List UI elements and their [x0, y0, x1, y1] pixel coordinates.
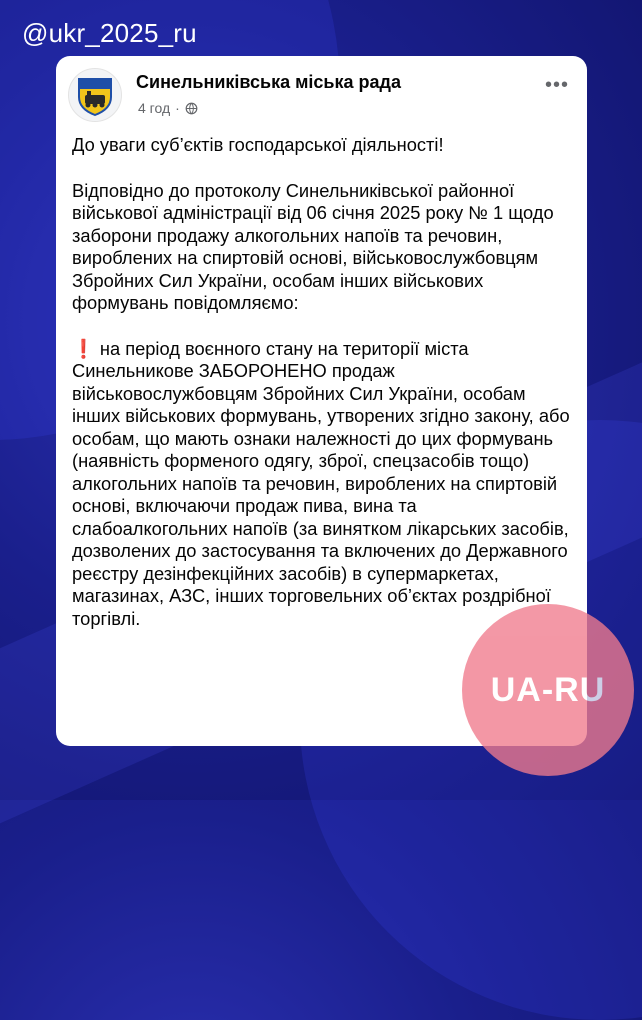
meta-separator: · [175, 100, 180, 116]
exclamation-icon: ❗ [72, 337, 95, 359]
post-body [72, 134, 572, 653]
coat-of-arms-icon [73, 73, 117, 117]
post-paragraph: Відповідно до протоколу Синельниківської районної військової адміністрації від 06 січня 2025 року № 1 щодо заборони продажу алкогольних напоїв та речовин, вироблених на спиртовій основі, військовослужбовцям Збройних Сил України, особам інших військових формувань повідомляємо: [72, 179, 554, 313]
post-time[interactable]: 4 год [138, 100, 171, 116]
watermark-label: UA-RU [490, 670, 606, 709]
channel-handle: @ukr_2025_ru [22, 18, 197, 48]
post-meta [138, 100, 198, 116]
post-paragraph: До уваги суб’єктів господарської діяльності! [72, 134, 444, 155]
post-paragraph [72, 338, 572, 631]
post-paragraph-text: на період воєнного стану на території міста Синельникове ЗАБОРОНЕНО продаж військовослужбовцям Збройних Сил України, особам інших військових формувань, утворених згідно закону, або особам, що мають ознаки належності до цих формувань (наявність форменого одягу, зброї, спецзасобів тощо) алкогольних напоїв та речовин, вироблених на спиртовій основі, включаючи продаж пива, вина та слабоалкогольних напоїв (за винятком лікарських засобів, дозволених до застосування та включених до Державного реєстру дезінфекційних засобів) в супермаркетах, магазинах, АЗС, інших торговельних об’єктах роздрібної торгівлі. [72, 337, 570, 629]
page-name-link[interactable]: Синельниківська міська рада [136, 72, 401, 92]
ua-ru-watermark-stamp [462, 604, 634, 776]
more-options-icon[interactable]: ••• [544, 74, 569, 96]
globe-icon[interactable] [185, 102, 198, 115]
page-avatar[interactable] [68, 68, 122, 122]
